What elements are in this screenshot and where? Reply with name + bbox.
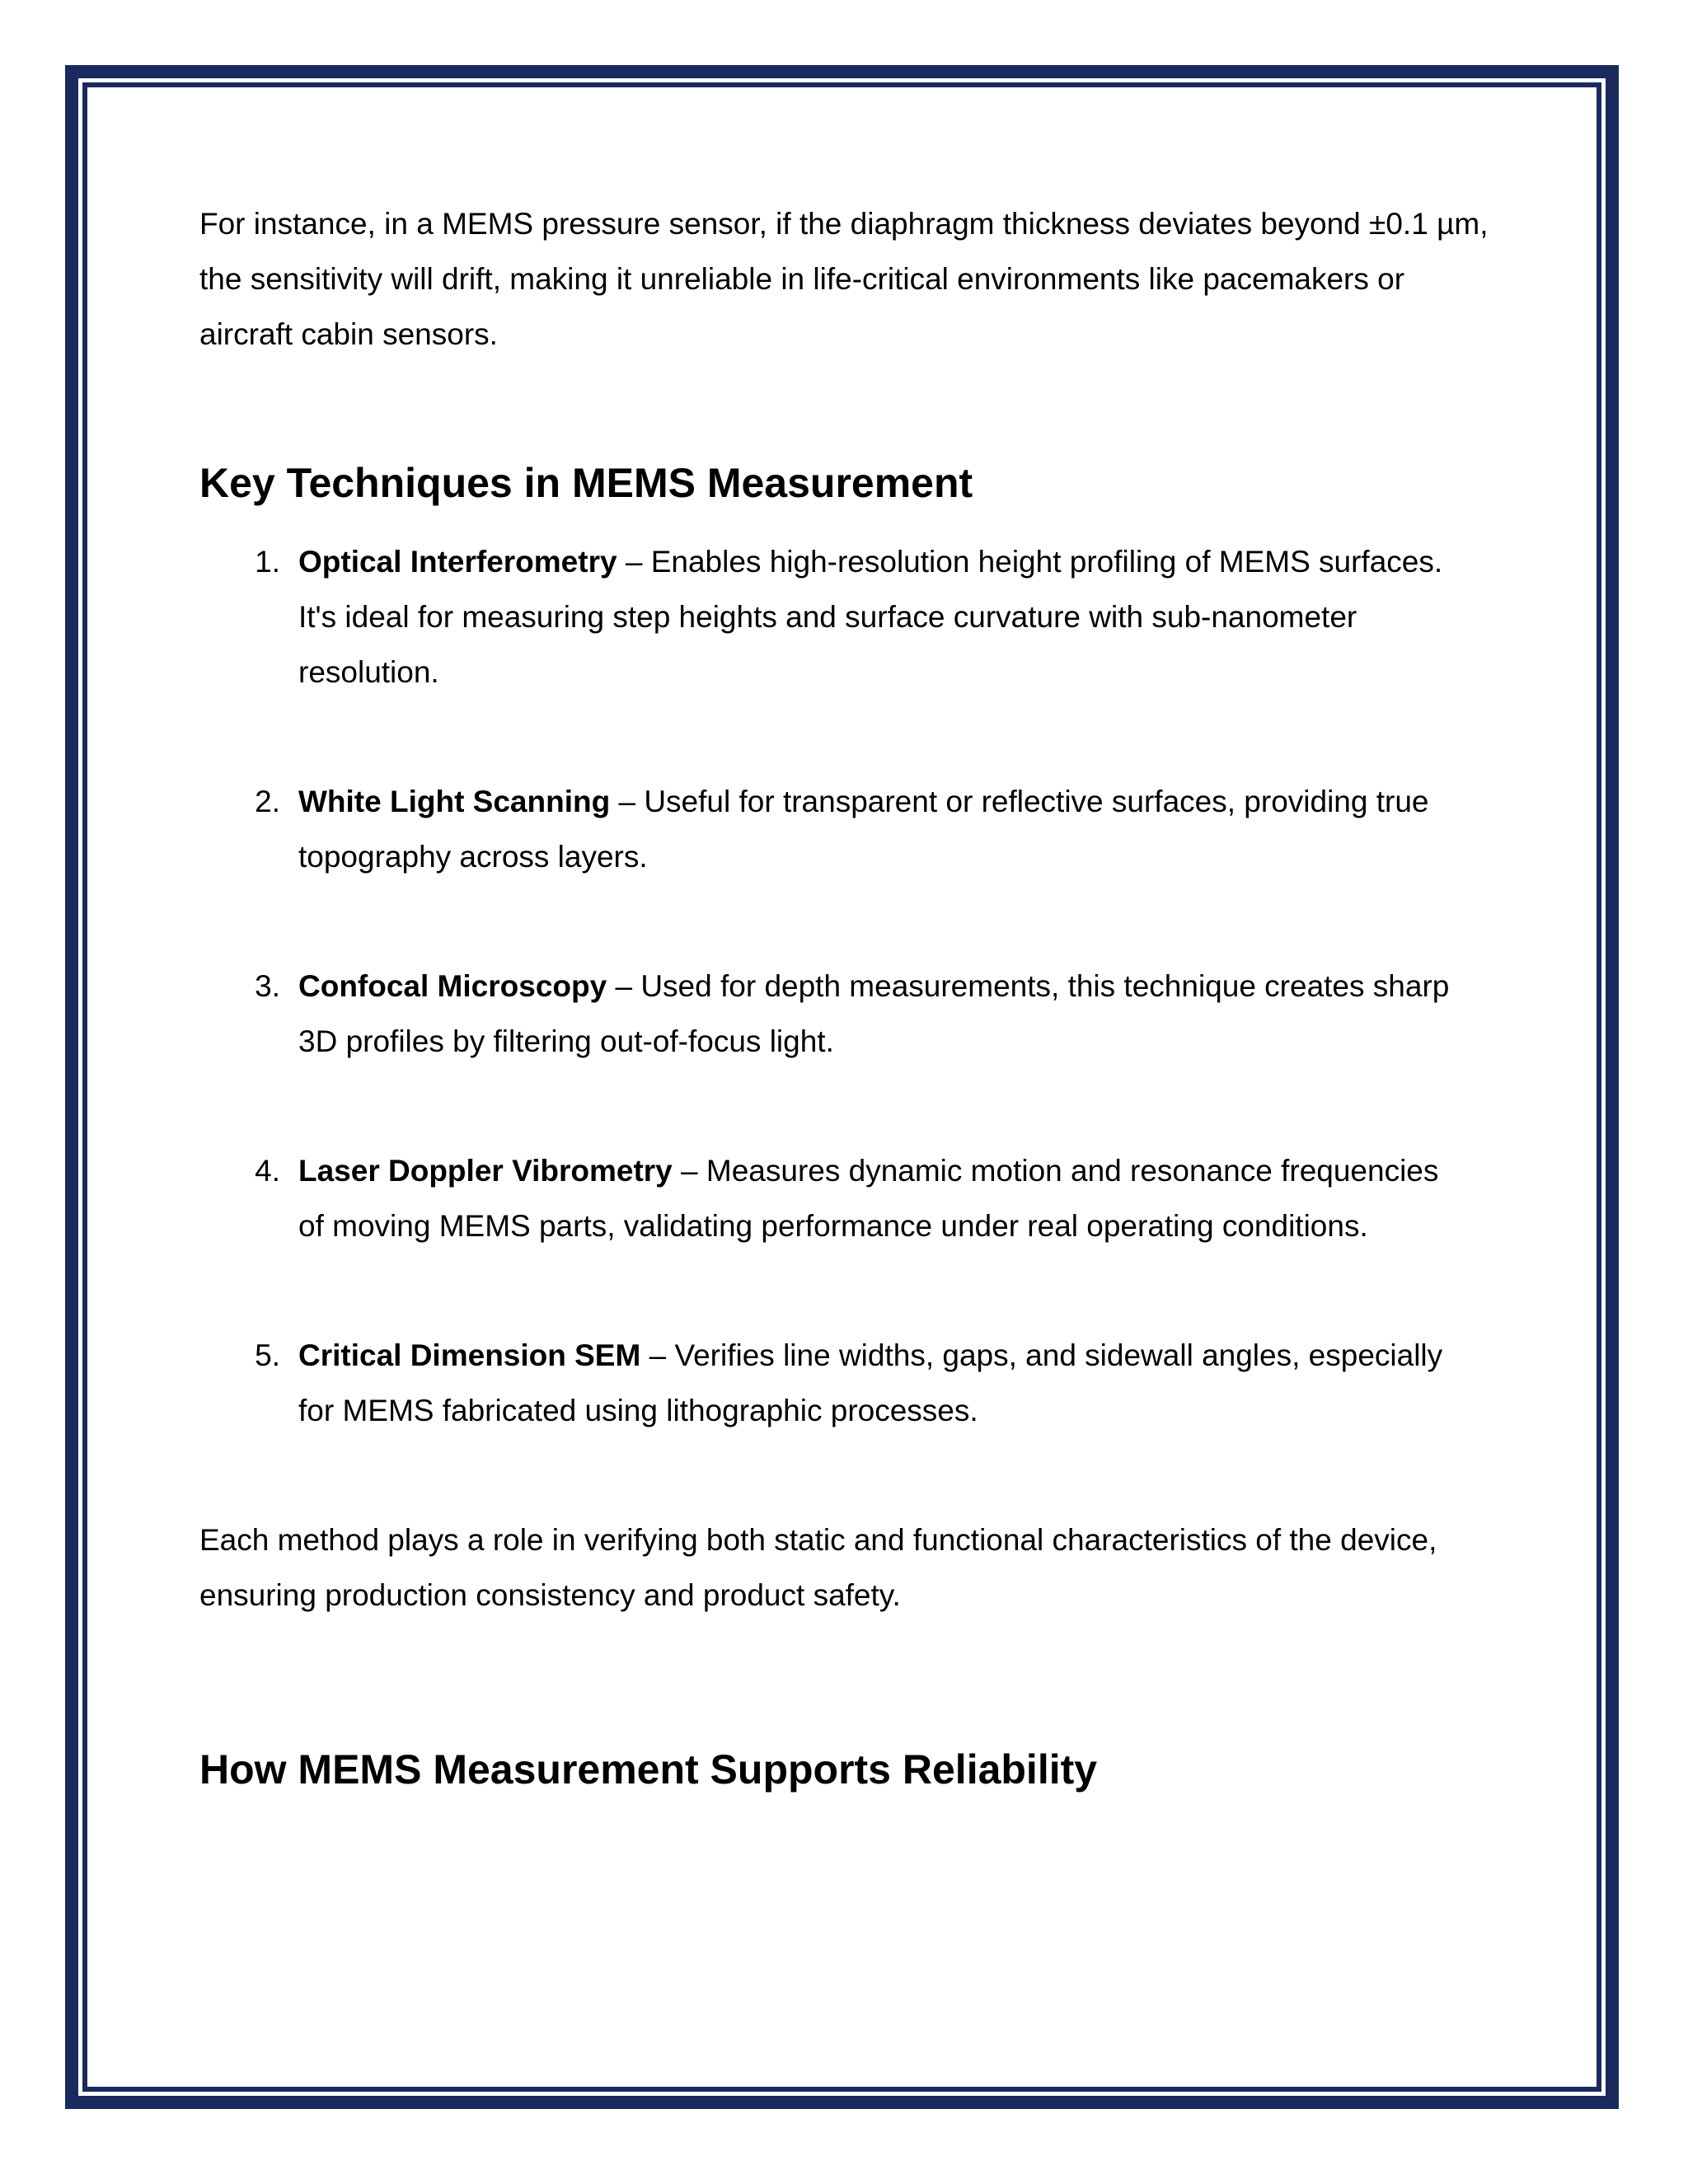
list-item-term: Critical Dimension SEM — [298, 1338, 641, 1372]
list-item-term: Confocal Microscopy — [298, 969, 607, 1003]
list-item-text — [298, 534, 1502, 700]
list-item-term: White Light Scanning — [298, 785, 611, 818]
list-item — [199, 774, 1502, 884]
intro-paragraph: For instance, in a MEMS pressure sensor, if the diaphragm thickness deviates beyond ±0.1 µm, the sensitivity will drift, making it unreliable in life-critical environments like pacemakers or aircraft cabin sensors. — [199, 207, 1489, 351]
list-item-number: 3. — [255, 969, 280, 1003]
list-item-text — [298, 1143, 1502, 1254]
list-item-term: Optical Interferometry — [298, 545, 617, 579]
list-item-description: – Useful for transparent or reflective surfaces, providing true topography across layers. — [298, 785, 1429, 874]
list-item — [199, 958, 1502, 1069]
list-item-description: – Verifies line widths, gaps, and sidewall angles, especially for MEMS fabricated using lithographic processes. — [298, 1338, 1443, 1427]
list-item-term: Laser Doppler Vibrometry — [298, 1154, 673, 1188]
techniques-list — [199, 534, 1502, 1438]
list-item-number: 1. — [255, 545, 280, 579]
list-item-number: 5. — [255, 1338, 280, 1372]
document-body — [199, 196, 1502, 1796]
list-item-description: – Enables high-resolution height profiling of MEMS surfaces. It's ideal for measuring step heights and surface curvature with sub-nanometer resolution. — [298, 545, 1443, 689]
list-item-number: 2. — [255, 785, 280, 818]
list-item — [199, 1143, 1502, 1254]
list-item-description: – Measures dynamic motion and resonance frequencies of moving MEMS parts, validating performance under real operating conditions. — [298, 1154, 1439, 1243]
section-heading-key-techniques: Key Techniques in MEMS Measurement — [199, 460, 973, 506]
list-item — [199, 1328, 1502, 1438]
list-item-description: – Used for depth measurements, this technique creates sharp 3D profiles by filtering out-of-focus light. — [298, 969, 1450, 1058]
list-item-text — [298, 958, 1502, 1069]
closing-paragraph: Each method plays a role in verifying both static and functional characteristics of the device, ensuring production consistency and product safety. — [199, 1523, 1437, 1612]
list-item-text — [298, 1328, 1502, 1438]
list-item — [199, 534, 1502, 700]
list-item-text — [298, 774, 1502, 884]
section-heading-reliability: How MEMS Measurement Supports Reliability — [199, 1746, 1098, 1793]
list-item-number: 4. — [255, 1154, 280, 1188]
